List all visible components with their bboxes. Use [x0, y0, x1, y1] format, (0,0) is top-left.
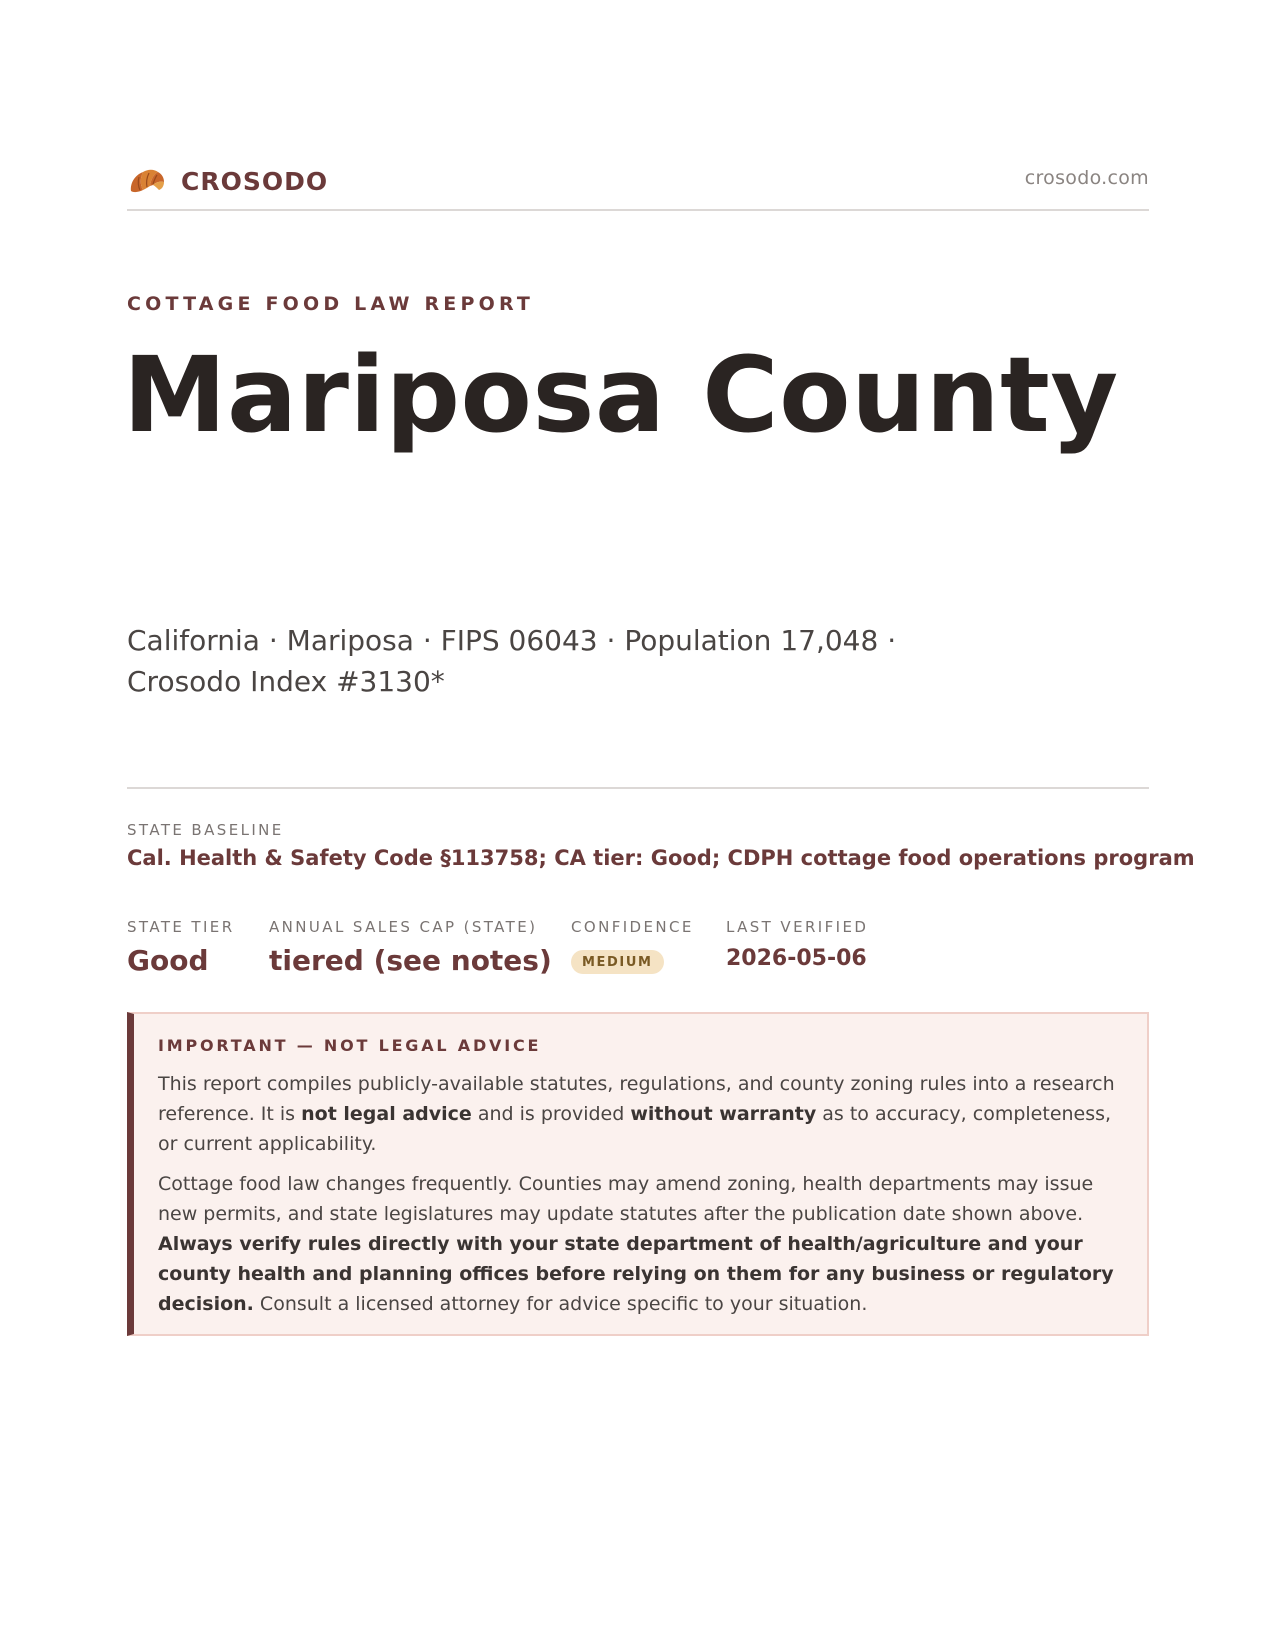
- sales-cap: [269, 918, 552, 977]
- state-baseline-label: STATE BASELINE: [127, 821, 284, 839]
- disclaimer-p1-bold-a: not legal advice: [301, 1103, 472, 1125]
- county-summary-line-2: Crosodo Index #3130*: [127, 665, 445, 698]
- legal-disclaimer-box: [127, 1012, 1149, 1336]
- last-verified-value: 2026-05-06: [726, 946, 867, 971]
- brand[interactable]: [127, 161, 328, 201]
- confidence-badge: MEDIUM: [571, 950, 664, 974]
- site-url-link[interactable]: crosodo.com: [1024, 167, 1149, 189]
- last-verified-label: LAST VERIFIED: [726, 918, 869, 936]
- section-divider: [127, 787, 1149, 789]
- report-eyebrow: COTTAGE FOOD LAW REPORT: [127, 293, 535, 315]
- disclaimer-p1-text-c: as to accuracy, completeness, or current applicability.: [158, 1103, 1112, 1155]
- disclaimer-title: IMPORTANT — NOT LEGAL ADVICE: [158, 1036, 542, 1055]
- disclaimer-p1-text-b: and is provided: [471, 1103, 631, 1125]
- county-summary: [127, 620, 947, 702]
- croissant-icon: [127, 161, 167, 201]
- state-tier: [127, 918, 235, 977]
- disclaimer-p2-text-a: Cottage food law changes frequently. Counties may amend zoning, health departments may issue new permits, and state legislatures may update statutes after the publication date shown above.: [158, 1173, 1094, 1225]
- disclaimer-p2-text-b: Consult a licensed attorney for advice specific to your situation.: [253, 1293, 868, 1315]
- disclaimer-paragraph-2: [158, 1169, 1119, 1319]
- disclaimer-p1-text-a: This report compiles publicly-available statutes, regulations, and county zoning rules into a research reference. It is: [158, 1073, 1115, 1125]
- disclaimer-p1-bold-b: without warranty: [630, 1103, 817, 1125]
- sales-cap-value: tiered (see notes): [269, 944, 552, 977]
- state-tier-label: STATE TIER: [127, 918, 235, 936]
- state-baseline-text: Cal. Health & Safety Code §113758; CA tier: Good; CDPH cottage food operations program: [127, 846, 1195, 870]
- page-title: Mariposa County: [123, 334, 1119, 456]
- confidence: [571, 918, 694, 974]
- state-tier-value: Good: [127, 944, 209, 977]
- confidence-label: CONFIDENCE: [571, 918, 694, 936]
- sales-cap-label: ANNUAL SALES CAP (STATE): [269, 918, 538, 936]
- header-bar: [127, 157, 1149, 211]
- brand-name: CROSODO: [181, 166, 329, 196]
- last-verified: [726, 918, 868, 971]
- disclaimer-paragraph-1: [158, 1069, 1119, 1159]
- county-summary-line-1: California · Mariposa · FIPS 06043 · Population 17,048 ·: [127, 624, 897, 657]
- disclaimer-p2-bold: Always verify rules directly with your state department of health/agriculture and your county health and planning offices before relying on them for any business or regulatory decision.: [158, 1233, 1114, 1315]
